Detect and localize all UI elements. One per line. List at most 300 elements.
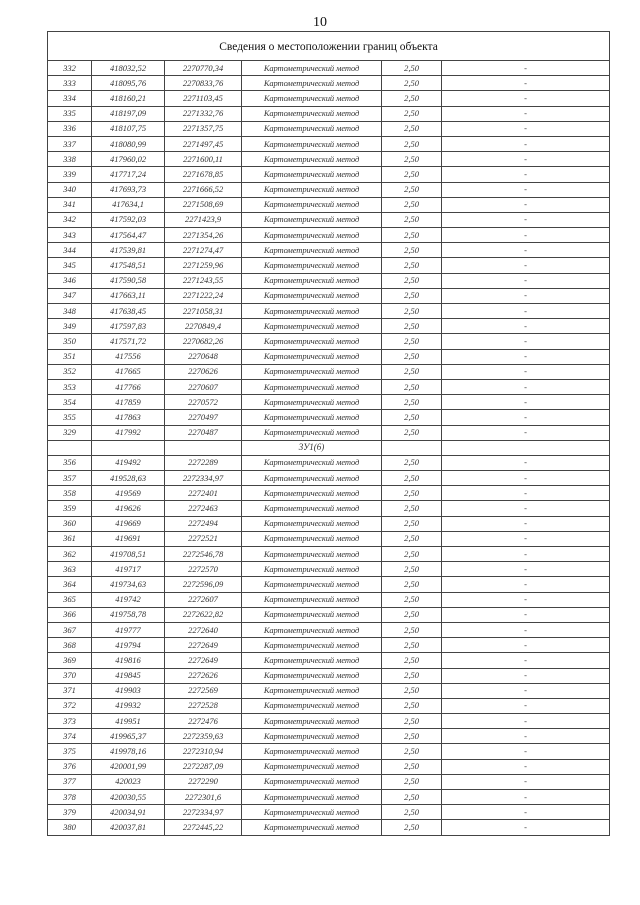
point-number-cell: 371 (48, 683, 92, 698)
accuracy-cell: 2,50 (382, 698, 442, 713)
coord-y-cell: 2272310,94 (165, 744, 242, 759)
coord-x-cell: 417539,81 (92, 243, 165, 258)
accuracy-cell: 2,50 (382, 288, 442, 303)
method-cell: Картометрический метод (242, 455, 382, 470)
coord-y-cell: 2272570 (165, 562, 242, 577)
coord-y-cell: 2272401 (165, 486, 242, 501)
point-number-cell: 340 (48, 182, 92, 197)
accuracy-cell: 2,50 (382, 805, 442, 820)
note-cell: - (442, 258, 610, 273)
coord-y-cell: 2272463 (165, 501, 242, 516)
method-cell: Картометрический метод (242, 228, 382, 243)
table-row (48, 121, 610, 136)
point-number-cell: 358 (48, 486, 92, 501)
table-row (48, 212, 610, 227)
coord-y-cell: 2271259,96 (165, 258, 242, 273)
point-number-cell: 333 (48, 76, 92, 91)
section-label: 3У1(6) (242, 440, 382, 455)
accuracy-cell: 2,50 (382, 319, 442, 334)
point-number-cell: 368 (48, 638, 92, 653)
note-cell: - (442, 531, 610, 546)
boundary-coordinates-table (47, 31, 610, 836)
note-cell: - (442, 744, 610, 759)
table-row (48, 774, 610, 789)
note-cell: - (442, 577, 610, 592)
note-cell: - (442, 364, 610, 379)
accuracy-cell: 2,50 (382, 304, 442, 319)
coord-y-cell: 2270849,4 (165, 319, 242, 334)
accuracy-cell: 2,50 (382, 425, 442, 440)
note-cell: - (442, 106, 610, 121)
coord-y-cell: 2271058,31 (165, 304, 242, 319)
coord-y-cell: 2270497 (165, 410, 242, 425)
point-number-cell: 338 (48, 152, 92, 167)
point-number-cell: 379 (48, 805, 92, 820)
coord-x-cell: 419569 (92, 486, 165, 501)
accuracy-cell: 2,50 (382, 516, 442, 531)
table-row (48, 668, 610, 683)
note-cell: - (442, 379, 610, 394)
note-cell: - (442, 805, 610, 820)
accuracy-cell: 2,50 (382, 212, 442, 227)
point-number-cell: 344 (48, 243, 92, 258)
coord-y-cell: 2272596,09 (165, 577, 242, 592)
point-number-cell: 352 (48, 364, 92, 379)
table-body (48, 32, 610, 836)
point-number-cell: 380 (48, 820, 92, 835)
coord-x-cell: 419932 (92, 698, 165, 713)
section-empty-cell (92, 440, 165, 455)
coord-x-cell: 418080,99 (92, 136, 165, 151)
table-row (48, 744, 610, 759)
method-cell: Картометрический метод (242, 562, 382, 577)
coord-x-cell: 419669 (92, 516, 165, 531)
accuracy-cell: 2,50 (382, 638, 442, 653)
coord-x-cell: 419965,37 (92, 729, 165, 744)
method-cell: Картометрический метод (242, 136, 382, 151)
coord-y-cell: 2270487 (165, 425, 242, 440)
note-cell: - (442, 592, 610, 607)
accuracy-cell: 2,50 (382, 349, 442, 364)
accuracy-cell: 2,50 (382, 668, 442, 683)
coord-x-cell: 419734,63 (92, 577, 165, 592)
coord-y-cell: 2272528 (165, 698, 242, 713)
method-cell: Картометрический метод (242, 729, 382, 744)
note-cell: - (442, 319, 610, 334)
accuracy-cell: 2,50 (382, 364, 442, 379)
note-cell: - (442, 349, 610, 364)
method-cell: Картометрический метод (242, 516, 382, 531)
method-cell: Картометрический метод (242, 501, 382, 516)
note-cell: - (442, 486, 610, 501)
point-number-cell: 362 (48, 547, 92, 562)
table-title: Сведения о местоположении границ объекта (48, 32, 610, 61)
accuracy-cell: 2,50 (382, 683, 442, 698)
table-row (48, 471, 610, 486)
method-cell: Картометрический метод (242, 76, 382, 91)
note-cell: - (442, 152, 610, 167)
table-row (48, 805, 610, 820)
method-cell: Картометрический метод (242, 61, 382, 76)
coord-x-cell: 417571,72 (92, 334, 165, 349)
accuracy-cell: 2,50 (382, 501, 442, 516)
accuracy-cell: 2,50 (382, 774, 442, 789)
accuracy-cell: 2,50 (382, 729, 442, 744)
method-cell: Картометрический метод (242, 273, 382, 288)
section-empty-cell (165, 440, 242, 455)
note-cell: - (442, 729, 610, 744)
accuracy-cell: 2,50 (382, 577, 442, 592)
table-row (48, 182, 610, 197)
table-row (48, 790, 610, 805)
coord-x-cell: 417634,1 (92, 197, 165, 212)
coord-y-cell: 2270572 (165, 395, 242, 410)
table-row (48, 547, 610, 562)
coord-y-cell: 2272476 (165, 714, 242, 729)
note-cell: - (442, 121, 610, 136)
table-row (48, 76, 610, 91)
accuracy-cell: 2,50 (382, 455, 442, 470)
method-cell: Картометрический метод (242, 805, 382, 820)
coord-x-cell: 417859 (92, 395, 165, 410)
method-cell: Картометрический метод (242, 668, 382, 683)
method-cell: Картометрический метод (242, 334, 382, 349)
table-row (48, 592, 610, 607)
note-cell: - (442, 425, 610, 440)
note-cell: - (442, 61, 610, 76)
method-cell: Картометрический метод (242, 774, 382, 789)
method-cell: Картометрический метод (242, 258, 382, 273)
table-row (48, 714, 610, 729)
table-row (48, 698, 610, 713)
method-cell: Картометрический метод (242, 121, 382, 136)
coord-y-cell: 2272334,97 (165, 805, 242, 820)
accuracy-cell: 2,50 (382, 167, 442, 182)
point-number-cell: 364 (48, 577, 92, 592)
point-number-cell: 342 (48, 212, 92, 227)
method-cell: Картометрический метод (242, 152, 382, 167)
method-cell: Картометрический метод (242, 304, 382, 319)
method-cell: Картометрический метод (242, 653, 382, 668)
point-number-cell: 349 (48, 319, 92, 334)
table-row (48, 243, 610, 258)
table-row (48, 683, 610, 698)
accuracy-cell: 2,50 (382, 471, 442, 486)
point-number-cell: 360 (48, 516, 92, 531)
page-number: 10 (313, 15, 327, 30)
coord-x-cell: 417638,45 (92, 304, 165, 319)
coord-y-cell: 2271103,45 (165, 91, 242, 106)
coord-y-cell: 2271678,85 (165, 167, 242, 182)
coord-y-cell: 2272301,6 (165, 790, 242, 805)
coord-x-cell: 417663,11 (92, 288, 165, 303)
method-cell: Картометрический метод (242, 319, 382, 334)
coord-x-cell: 419777 (92, 622, 165, 637)
coord-x-cell: 417597,83 (92, 319, 165, 334)
point-number-cell: 339 (48, 167, 92, 182)
coord-x-cell: 419758,78 (92, 607, 165, 622)
point-number-cell: 357 (48, 471, 92, 486)
table-row (48, 152, 610, 167)
coord-y-cell: 2272607 (165, 592, 242, 607)
note-cell: - (442, 167, 610, 182)
note-cell: - (442, 562, 610, 577)
coord-y-cell: 2272649 (165, 638, 242, 653)
point-number-cell: 350 (48, 334, 92, 349)
coord-x-cell: 418160,21 (92, 91, 165, 106)
table-row (48, 136, 610, 151)
coord-x-cell: 419708,51 (92, 547, 165, 562)
point-number-cell: 377 (48, 774, 92, 789)
note-cell: - (442, 288, 610, 303)
accuracy-cell: 2,50 (382, 744, 442, 759)
method-cell: Картометрический метод (242, 182, 382, 197)
note-cell: - (442, 273, 610, 288)
table-row (48, 319, 610, 334)
point-number-cell: 334 (48, 91, 92, 106)
method-cell: Картометрический метод (242, 364, 382, 379)
coord-x-cell: 417992 (92, 425, 165, 440)
accuracy-cell: 2,50 (382, 258, 442, 273)
method-cell: Картометрический метод (242, 547, 382, 562)
point-number-cell: 355 (48, 410, 92, 425)
point-number-cell: 348 (48, 304, 92, 319)
table-row (48, 334, 610, 349)
coord-y-cell: 2270648 (165, 349, 242, 364)
point-number-cell: 369 (48, 653, 92, 668)
note-cell: - (442, 395, 610, 410)
note-cell: - (442, 638, 610, 653)
coord-x-cell: 420030,55 (92, 790, 165, 805)
accuracy-cell: 2,50 (382, 790, 442, 805)
note-cell: - (442, 243, 610, 258)
coord-y-cell: 2271423,9 (165, 212, 242, 227)
accuracy-cell: 2,50 (382, 243, 442, 258)
method-cell: Картометрический метод (242, 790, 382, 805)
note-cell: - (442, 714, 610, 729)
coord-y-cell: 2271354,26 (165, 228, 242, 243)
method-cell: Картометрический метод (242, 471, 382, 486)
point-number-cell: 366 (48, 607, 92, 622)
table-title-row (48, 32, 610, 61)
coord-y-cell: 2272622,82 (165, 607, 242, 622)
accuracy-cell: 2,50 (382, 653, 442, 668)
coord-x-cell: 419717 (92, 562, 165, 577)
coord-x-cell: 420037,81 (92, 820, 165, 835)
method-cell: Картометрический метод (242, 425, 382, 440)
method-cell: Картометрический метод (242, 91, 382, 106)
coord-y-cell: 2272640 (165, 622, 242, 637)
note-cell: - (442, 774, 610, 789)
method-cell: Картометрический метод (242, 379, 382, 394)
accuracy-cell: 2,50 (382, 106, 442, 121)
table-row (48, 455, 610, 470)
note-cell: - (442, 76, 610, 91)
note-cell: - (442, 212, 610, 227)
table-row (48, 653, 610, 668)
table-row (48, 258, 610, 273)
coord-x-cell: 417717,24 (92, 167, 165, 182)
note-cell: - (442, 547, 610, 562)
coord-y-cell: 2271497,45 (165, 136, 242, 151)
note-cell: - (442, 759, 610, 774)
table-row (48, 486, 610, 501)
note-cell: - (442, 698, 610, 713)
point-number-cell: 351 (48, 349, 92, 364)
coord-x-cell: 417665 (92, 364, 165, 379)
accuracy-cell: 2,50 (382, 91, 442, 106)
table-row (48, 531, 610, 546)
point-number-cell: 378 (48, 790, 92, 805)
accuracy-cell: 2,50 (382, 592, 442, 607)
note-cell: - (442, 501, 610, 516)
note-cell: - (442, 653, 610, 668)
section-header-row (48, 440, 610, 455)
section-empty-cell (442, 440, 610, 455)
table-row (48, 167, 610, 182)
method-cell: Картометрический метод (242, 243, 382, 258)
note-cell: - (442, 182, 610, 197)
accuracy-cell: 2,50 (382, 395, 442, 410)
coord-y-cell: 2271222,24 (165, 288, 242, 303)
method-cell: Картометрический метод (242, 714, 382, 729)
method-cell: Картометрический метод (242, 759, 382, 774)
point-number-cell: 356 (48, 455, 92, 470)
table-row (48, 759, 610, 774)
coord-y-cell: 2270607 (165, 379, 242, 394)
coord-y-cell: 2271600,11 (165, 152, 242, 167)
point-number-cell: 375 (48, 744, 92, 759)
accuracy-cell: 2,50 (382, 273, 442, 288)
table-row (48, 425, 610, 440)
coord-x-cell: 417863 (92, 410, 165, 425)
note-cell: - (442, 820, 610, 835)
coord-x-cell: 419528,63 (92, 471, 165, 486)
table-row (48, 288, 610, 303)
note-cell: - (442, 455, 610, 470)
method-cell: Картометрический метод (242, 197, 382, 212)
table-row (48, 729, 610, 744)
note-cell: - (442, 790, 610, 805)
section-empty-cell (382, 440, 442, 455)
note-cell: - (442, 622, 610, 637)
coord-x-cell: 419951 (92, 714, 165, 729)
table-row (48, 638, 610, 653)
point-number-cell: 372 (48, 698, 92, 713)
coord-y-cell: 2272649 (165, 653, 242, 668)
coord-y-cell: 2272359,63 (165, 729, 242, 744)
table-row (48, 395, 610, 410)
point-number-cell: 329 (48, 425, 92, 440)
point-number-cell: 353 (48, 379, 92, 394)
note-cell: - (442, 471, 610, 486)
coord-y-cell: 2272445,22 (165, 820, 242, 835)
table-row (48, 410, 610, 425)
accuracy-cell: 2,50 (382, 486, 442, 501)
accuracy-cell: 2,50 (382, 152, 442, 167)
method-cell: Картометрический метод (242, 622, 382, 637)
coord-x-cell: 419794 (92, 638, 165, 653)
point-number-cell: 354 (48, 395, 92, 410)
coord-y-cell: 2271508,69 (165, 197, 242, 212)
method-cell: Картометрический метод (242, 410, 382, 425)
coord-x-cell: 417556 (92, 349, 165, 364)
accuracy-cell: 2,50 (382, 228, 442, 243)
table-row (48, 607, 610, 622)
coord-x-cell: 419691 (92, 531, 165, 546)
coord-x-cell: 417592,03 (92, 212, 165, 227)
coord-y-cell: 2272494 (165, 516, 242, 531)
coord-y-cell: 2270770,34 (165, 61, 242, 76)
point-number-cell: 332 (48, 61, 92, 76)
coord-x-cell: 419816 (92, 653, 165, 668)
accuracy-cell: 2,50 (382, 607, 442, 622)
note-cell: - (442, 607, 610, 622)
coord-y-cell: 2271357,75 (165, 121, 242, 136)
accuracy-cell: 2,50 (382, 820, 442, 835)
note-cell: - (442, 228, 610, 243)
point-number-cell: 365 (48, 592, 92, 607)
accuracy-cell: 2,50 (382, 121, 442, 136)
method-cell: Картометрический метод (242, 349, 382, 364)
accuracy-cell: 2,50 (382, 76, 442, 91)
accuracy-cell: 2,50 (382, 61, 442, 76)
coord-x-cell: 417590,58 (92, 273, 165, 288)
point-number-cell: 341 (48, 197, 92, 212)
point-number-cell: 370 (48, 668, 92, 683)
table-row (48, 562, 610, 577)
accuracy-cell: 2,50 (382, 547, 442, 562)
accuracy-cell: 2,50 (382, 197, 442, 212)
accuracy-cell: 2,50 (382, 531, 442, 546)
method-cell: Картометрический метод (242, 820, 382, 835)
coord-x-cell: 417766 (92, 379, 165, 394)
point-number-cell: 347 (48, 288, 92, 303)
coord-y-cell: 2270682,26 (165, 334, 242, 349)
point-number-cell: 376 (48, 759, 92, 774)
note-cell: - (442, 683, 610, 698)
coord-y-cell: 2272569 (165, 683, 242, 698)
point-number-cell: 363 (48, 562, 92, 577)
accuracy-cell: 2,50 (382, 136, 442, 151)
table-row (48, 364, 610, 379)
coord-y-cell: 2270626 (165, 364, 242, 379)
point-number-cell: 361 (48, 531, 92, 546)
table-row (48, 501, 610, 516)
method-cell: Картометрический метод (242, 106, 382, 121)
point-number-cell: 374 (48, 729, 92, 744)
accuracy-cell: 2,50 (382, 562, 442, 577)
coord-x-cell: 419742 (92, 592, 165, 607)
method-cell: Картометрический метод (242, 167, 382, 182)
coord-x-cell: 419978,16 (92, 744, 165, 759)
table-row (48, 91, 610, 106)
coord-x-cell: 417564,47 (92, 228, 165, 243)
accuracy-cell: 2,50 (382, 622, 442, 637)
note-cell: - (442, 516, 610, 531)
note-cell: - (442, 304, 610, 319)
coord-x-cell: 418032,52 (92, 61, 165, 76)
point-number-cell: 345 (48, 258, 92, 273)
accuracy-cell: 2,50 (382, 759, 442, 774)
method-cell: Картометрический метод (242, 592, 382, 607)
point-number-cell: 336 (48, 121, 92, 136)
table-row (48, 349, 610, 364)
method-cell: Картометрический метод (242, 212, 382, 227)
coord-x-cell: 419492 (92, 455, 165, 470)
coord-y-cell: 2271274,47 (165, 243, 242, 258)
note-cell: - (442, 410, 610, 425)
